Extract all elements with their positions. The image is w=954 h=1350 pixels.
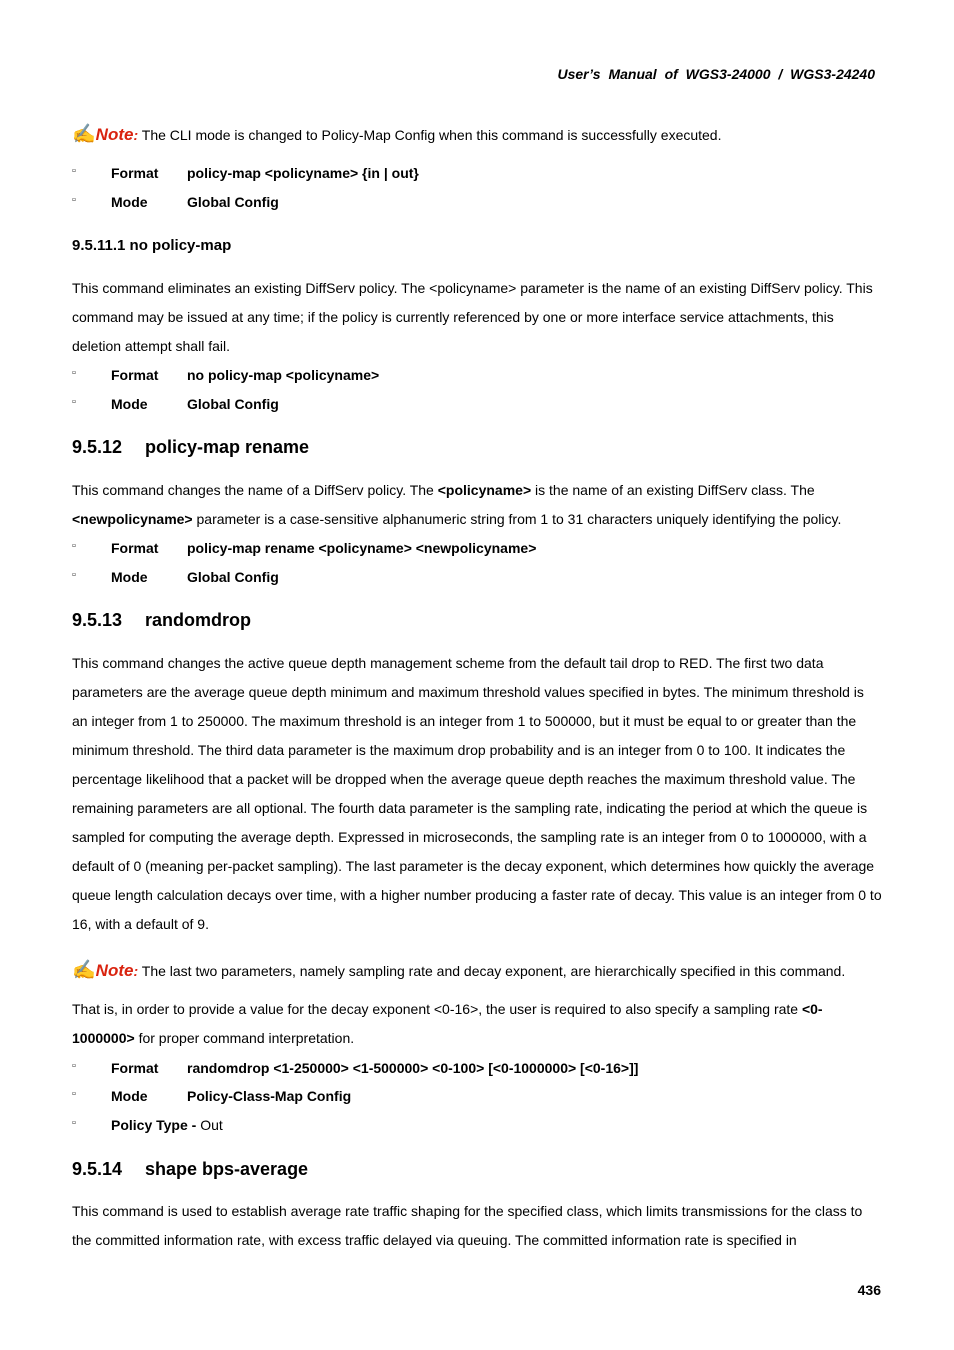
section-number: 9.5.12 [72, 437, 123, 457]
format-label: Format [111, 1060, 159, 1076]
note-marker [72, 125, 138, 144]
mode-value: Global Config [187, 569, 279, 585]
note-label: Note [95, 961, 134, 980]
section-heading [72, 437, 309, 458]
bullet-icon: ▫ [72, 569, 76, 581]
mode-label: Mode [111, 396, 148, 412]
format-value: policy-map <policyname> {in | out} [187, 165, 419, 181]
mode-label: Mode [111, 194, 148, 210]
policy-type [111, 1117, 223, 1133]
subsection-heading: 9.5.11.1 no policy-map [72, 237, 232, 254]
section-number: 9.5.13 [72, 610, 123, 630]
bullet-icon: ▫ [72, 540, 76, 552]
text-run: parameter is a case-sensitive alphanumeric string from 1 to 31 characters uniquely identifying the policy. [192, 511, 842, 527]
bullet-icon: ▫ [72, 396, 76, 408]
text-run: This command changes the name of a DiffServ policy. The [72, 482, 438, 498]
format-value: randomdrop <1-250000> <1-500000> <0-100> [<0-1000000> [<0-16>]] [187, 1060, 639, 1076]
paragraph: This command is used to establish average rate traffic shaping for the specified class, which limits transmissions for the class to the committed information rate, with excess traffic delayed via queuing. The committed information rate is specified in [72, 1203, 863, 1248]
note-text: The last two parameters, namely sampling rate and decay exponent, are hierarchically specified in this command. [141, 963, 846, 979]
mode-value: Global Config [187, 194, 279, 210]
policy-type-label: Policy Type - [111, 1117, 201, 1133]
paragraph: This command changes the active queue depth management scheme from the default tail drop to RED. The first two data parameters are the average queue depth minimum and maximum threshold values specified in bytes. The minimum threshold is an integer from 1 to 250000. The maximum threshold is an integer from 1 to 500000, but it must be equal to or greater than the minimum threshold. The third data parameter is the maximum drop probability and is an integer from 0 to 100. It indicates the percentage likelihood that a packet will be dropped when the average queue depth reaches the maximum threshold value. The remaining parameters are all optional. The fourth data parameter is the sampling rate, indicating the period at which the queue is sampled for computing the average depth. Expressed in microseconds, the sampling rate is an integer from 0 to 1000000, with a default of 0 (meaning per-packet sampling). The last parameter is the decay exponent, which determines how quickly the average queue length calculation decays over time, with a higher number producing a faster rate of decay. This value is an integer from 0 to 16, with a default of 9. [72, 655, 882, 932]
mode-label: Mode [111, 1088, 148, 1104]
note-colon: : [133, 963, 139, 979]
section-title: shape bps-average [145, 1159, 309, 1179]
bullet-icon: ▫ [72, 165, 76, 177]
section-heading [72, 1159, 308, 1180]
bullet-icon: ▫ [72, 367, 76, 379]
page-number: 436 [857, 1282, 881, 1298]
note-label: Note [95, 125, 134, 144]
section-heading [72, 610, 251, 631]
format-label: Format [111, 540, 159, 556]
note-marker [72, 961, 138, 980]
running-header: User’s Manual of WGS3-24000 / WGS3-24240 [557, 66, 875, 82]
policy-type-value: Out [200, 1117, 223, 1133]
pencil-icon: ✍ [72, 124, 96, 145]
paragraph: This command eliminates an existing DiffServ policy. The <policyname> parameter is the name of an existing DiffServ policy. This command may be issued at any time; if the policy is currently referenced by one or more interface service attachments, this deletion attempt shall fail. [72, 280, 873, 354]
mode-label: Mode [111, 569, 148, 585]
bullet-icon: ▫ [72, 1117, 76, 1129]
bullet-icon: ▫ [72, 194, 76, 206]
param-name: <0-1000000> [72, 1001, 823, 1046]
param-name: <policyname> [437, 482, 532, 498]
param-name: <newpolicyname> [72, 511, 193, 527]
note-1 [72, 122, 722, 146]
mode-value: Global Config [187, 396, 279, 412]
text-run: That is, in order to provide a value for the decay exponent <0-16>, the user is required to also specify a sampling rate [72, 1001, 802, 1017]
bullet-icon: ▫ [72, 1060, 76, 1072]
note-2 [72, 958, 845, 982]
format-label: Format [111, 367, 159, 383]
note-text: The CLI mode is changed to Policy-Map Config when this command is successfully executed. [141, 127, 722, 143]
format-value: no policy-map <policyname> [187, 367, 380, 383]
text-run: for proper command interpretation. [134, 1030, 355, 1046]
section-title: policy-map rename [145, 437, 310, 457]
section-number: 9.5.14 [72, 1159, 123, 1179]
bullet-icon: ▫ [72, 1088, 76, 1100]
note-continuation [72, 995, 884, 1053]
paragraph [72, 476, 884, 534]
format-value: policy-map rename <policyname> <newpolicyname> [187, 540, 537, 556]
format-label: Format [111, 165, 159, 181]
pencil-icon: ✍ [72, 960, 96, 981]
mode-value: Policy-Class-Map Config [187, 1088, 352, 1104]
text-run: is the name of an existing DiffServ class. The [531, 482, 815, 498]
section-title: randomdrop [145, 610, 251, 630]
note-colon: : [133, 127, 139, 143]
